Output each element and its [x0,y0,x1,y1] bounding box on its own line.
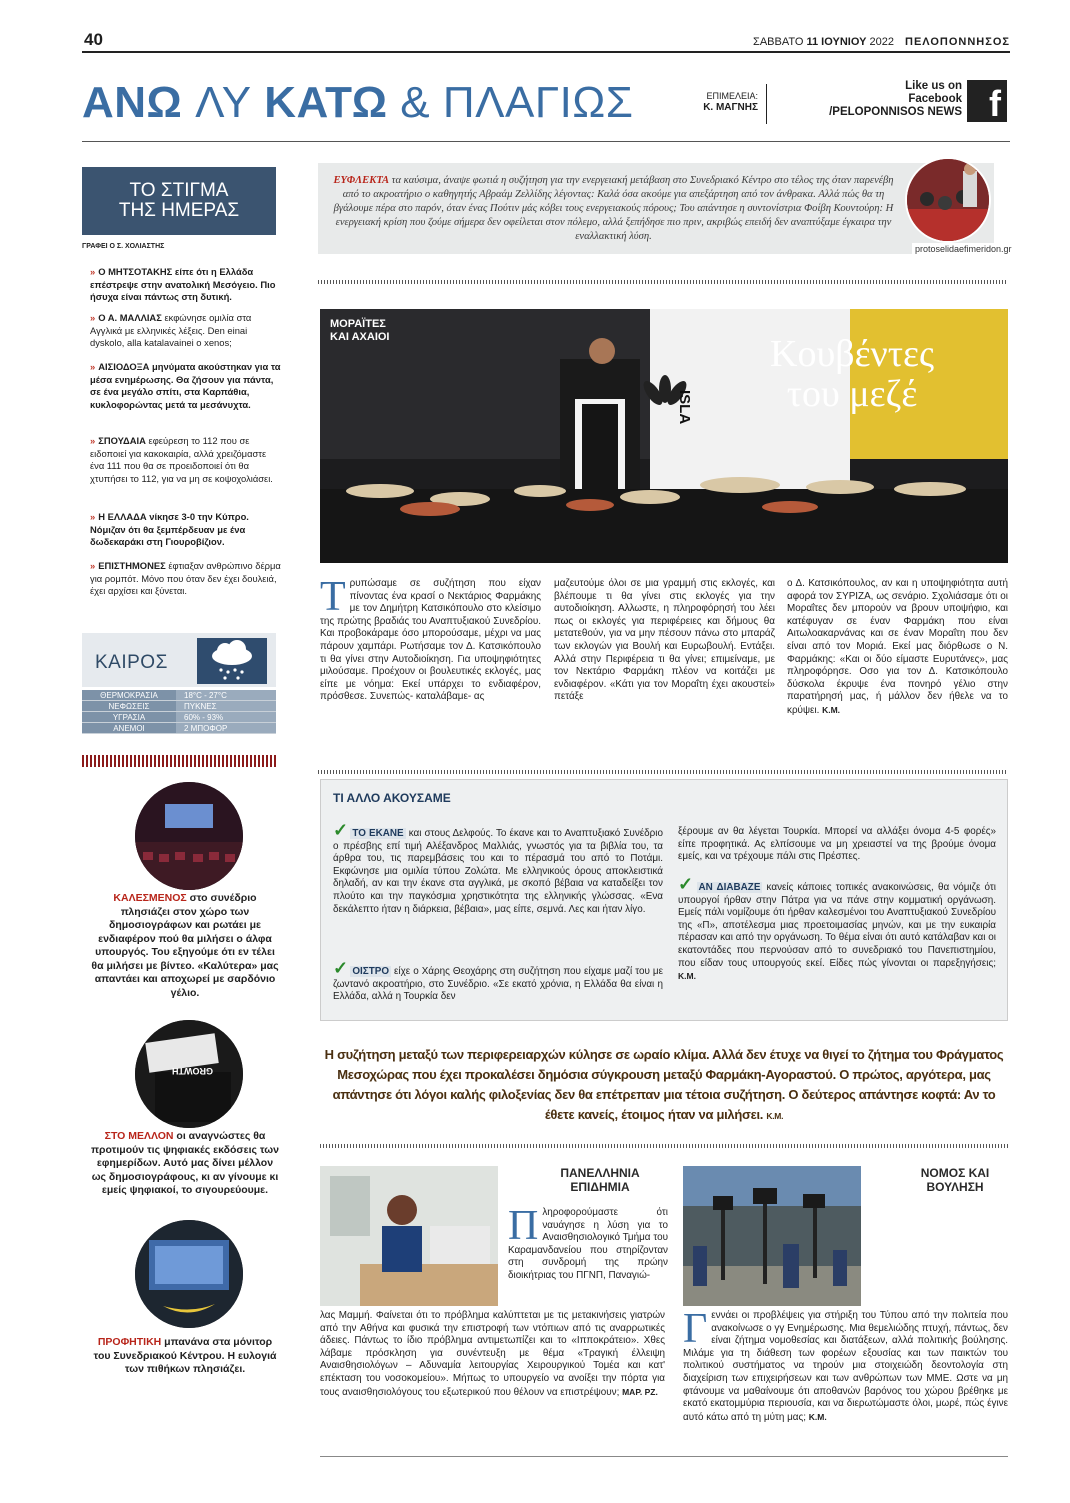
newspaper-name: ΠΕΛΟΠΟΝΝΗΣΟΣ [905,36,1010,48]
facebook-promo[interactable] [822,80,962,119]
law-heading: ΝΟΜΟΣ ΚΑΙ ΒΟΥΛΗΣΗ [920,1166,990,1194]
caption-banana: ΠΡΟΦΗΤΙΚΗ μπανάνα στα μόνιτορ του Συνεδριακού Κέντρου. Η ευλογιά των πιθήκων πλησιάζει. [93,1336,277,1375]
growth-booklet-text: GROWTH [172,1066,213,1076]
masthead [82,78,633,128]
feature-headline: Κουβέντες του μεζέ [770,333,935,415]
epidemic-body: λας Μαμμή. Φαίνεται ότι το πρόβλημα καλύπτεται με τις μετακινήσεις γιατρών από την Αθήνα και φυσικά την επιστροφή των ντόπιων από τις αναρρωτικές άδειες. Πάντως το ίδιο πρόβλημα αντιμετωπίζει και το «Ιπποκράτειο». Χθες λάβαμε πρόσκληση για συνέντευξη με θέμα «Τραγική έλλειψη Αναισθησιολόγων – Αδυναμία λειτουργίας Χειρουργικού Τομέα και κατ' επέκταση του νοσοκομείου». Μήπως το υπουργείο να ανοίξει την πόρτα για τους αναισθησιολόγους του εξωτερικού που θέλουν να επιστρέψουν; ΜΑΡ. ΡΖ. [320,1310,665,1398]
epidemic-intro: Πληροφορούμαστε ότι ναυάγησε η λύση για το Αναισθησιολογικό Τμήμα του Καραμανδανείου που στηρίζονταν στη συνδρομή της πρώην διοικήτριας του ΠΓΝΠ, Παναγιώ- [508,1203,668,1281]
footer-rule [320,1456,1008,1457]
weather-title: ΚΑΙΡΟΣ [95,652,168,673]
stigma-title-2: ΤΗΣ ΗΜΕΡΑΣ [118,200,240,221]
audience-speaker-photo [905,157,991,243]
header-rule [82,51,1010,53]
weather-row: ΘΕΡΜΟΚΡΑΣΙΑ 18°C - 27°C [82,690,276,701]
banana-monitor-photo [135,1220,243,1328]
feature-column-1: Τρυπώσαμε σε συζήτηση που είχαν πίνοντας ένα κρασί ο Νεκτάριος Φαρμάκης με τον Δημήτρη Κατσικόπουλο στο κλείσιμο της πρώτης βραδιάς του Αναπτυξιακού Συνεδρίου. Και προβοκάραμε όσο μπορούσαμε, μέχρι να μας πάρουν χαμπάρι. Ρωτήσαμε τον Δ. Κατσικόπουλο τι θα γίνει στην Αυτοδιοίκηση. Για υποψηφιότητες μιλούσαμε. Προέχουν οι βουλευτικές εκλογές, μας είπε με νόημα: Εκεί υπάρχει το ενδιαφέρον, πρόσθεσε. Συνεπώς- καταλάβαμε- ας [320,574,541,703]
fb-line-3: /PELOPONNISOS NEWS [829,106,962,118]
stigma-item: » ΕΠΙΣΤΗΜΟΝΕΣ έφτιαξαν ανθρώπινο δέρμα για ρομπότ. Μόνο που όταν δεν έχει δουλειά, έχει αρχίσει και ξύνεται. [90,560,281,596]
dateline [753,36,1010,48]
efflekta-text: ΕΥΦΛΕΚΤΑ τα καύσιμα, άναψε φωτιά η συζήτηση για την ενεργειακή μετάβαση στο Συνεδριακό Κέντρο στο τέλος της όταν παρενέβη από το ακροατήριο ο καθηγητής Αβραάμ Ζελλίδης λέγοντας: Καλά όσα ακούμε για απεξάρτηση από τον άνθρακα. Αλλά πώς θα τη βγάλουμε πέρα στο παρόν, όταν ένας Πούτιν μάς κόβει τους ενεργειακούς πόρους; Του απάντησε η συντονίστρια Φοίβη Κουντούρη: Η ενεργειακή κρίση που ζούμε σήμερα δεν οφείλεται στον πόλεμο, αλλά ξεπήδησε πιο πριν, ακριβώς επειδή δεν αναπτύξαμε έγκαιρα την εναλλακτική λύση. [333,175,894,242]
dotted-rule [318,770,1008,774]
what-else-item: ✓ ΟΙΣΤΡΟ είχε ο Χάρης Θεοχάρης στη συζήτηση που είχαμε μαζί του με ζωντανό ακροατήριο, στο Συνέδριο. «Σε εκατό χρόνια, η Ελλάδα θα είναι η Ελλάδα, αλλά η Τουρκία δεν [333,958,663,1003]
page-number: 40 [84,30,103,49]
sponsor-logo-text: ISLA [676,390,693,425]
date-year: 2022 [869,36,894,48]
camera-crew-photo [683,1166,861,1306]
editor-name: Κ. ΜΑΓΝΗΣ [703,102,758,113]
stigma-item: » Η ΕΛΛΑΔΑ νίκησε 3-0 την Κύπρο. Νόμιζαν ότι θα ξεμπέρδευαν με ένα δωδεκαράκι στη Γιουροβίζιον. [90,511,249,547]
masthead-part-3: ΚΑΤΩ [264,78,388,127]
masthead-part-2: ΛΥ [195,78,252,127]
facebook-icon[interactable]: f [967,80,1007,122]
date-day: 11 ΙΟΥΝΙΟΥ [806,36,867,48]
stigma-title-1: ΤΟ ΣΤΙΓΜΑ [129,180,229,201]
decorative-rule [82,755,276,767]
stigma-item: » ΑΙΣΙΟΔΟΞΑ μηνύματα ακούστηκαν για τα μέσα ενημέρωσης. Θα ζήσουν για πάντα, σε ένα μεγάλο σπίτι, στα Καρπάθια, κυκλοφορώντας μετά τα μεσάνυχτα. [90,361,281,410]
editor-divider [766,84,767,124]
check-icon: ✓ [333,958,349,978]
stigma-byline: ΓΡΑΦΕΙ Ο Σ. ΧΟΛΙΑΣΤΗΣ [82,243,165,250]
caption-future: ΣΤΟ ΜΕΛΛΟΝ οι αναγνώστες θα προτιμούν τις ψηφιακές εκδόσεις των εφημερίδων. Αυτό μας δίνει μέλλον ως δημοσιογράφους, κι αν γίνουμε κι εμείς ψηφιακοί, το σιγουρεύουμε. [91,1130,279,1196]
stigma-item: » Ο Α. ΜΑΛΛΙΑΣ εκφώνησε ομιλία στα Αγγλικά με ελληνικές λέξεις. Den einai dyskolo, alla katalavainei o xenos; [90,312,252,348]
weather-row: ΥΓΡΑΣΙΑ 60% - 93% [82,712,276,723]
epidemic-heading: ΠΑΝΕΛΛΗΝΙΑ ΕΠΙΔΗΜΙΑ [560,1166,640,1194]
check-icon: ✓ [678,874,695,894]
check-icon: ✓ [333,820,349,840]
feature-kicker: ΜΟΡΑΪΤΕΣ ΚΑΙ ΑΧΑΙΟΙ [330,318,390,343]
weather-table [82,690,276,734]
editor-credit [694,90,758,114]
date-prefix: ΣΑΒΒΑΤΟ [753,36,804,48]
law-body: Γεννάει οι προβλέψεις για στήριξη του Τύπου από την πολιτεία που ανακοίνωσε ο γγ Ενημέρωσης. Μια θεμελιώδης πτυχή, πάντως, δεν είναι ζήτημα νομοθεσίας και διατάξεων, αλλά πολιτικής βούλησης. Μιλάμε για τη διάθεση των φορέων εξουσίας και των παικτών του πολιτικού συστήματος να τηρούν μια στοιχειώδη δεοντολογία στη διαχείριση των επιχειρήσεων και των ανθρώπων των ΜΜΕ. Ωστε να μη φτάνουμε να μαθαίνουμε ότι αποθανών βαρόνος του χώρου βρέθηκε με εκατό εκατομμύρια περιουσία, και να διερωτώμαστε όλοι, μωρέ, πώς έγινε αυτό κάτω από τη μύτη μας; Κ.Μ. [683,1306,1008,1423]
feature-column-3: ο Δ. Κατσικόπουλος, αν και η υποψηφιότητα αυτή αφορά τον ΣΥΡΙΖΑ, ως σενάριο. Σχολιάσαμε ότι οι Μοραΐτες δεν μπορούν να βρουν υποψήφιο, και κατέφυγαν σε έναν Φαρμάκη που είναι Αιτωλοακαρνάνας και σε έναν Μοραΐτη που δεν είναι από τον Μοριά. Εκεί μας διόρθωσε ο Ν. Φαρμάκης: «Και οι δύο είμαστε Ευρυτάνες», μας πληροφόρησε. Οσο για τον Δ. Κατσικόπουλο δύσκολα έκρυψε ένα πονηρό γέλιο στην παρατήρησή μας, ή μάλλον δεν ήθελε να το κρύψει. Κ.Μ. [787,578,1008,716]
stigma-item: » Ο ΜΗΤΣΟΤΑΚΗΣ είπε ότι η Ελλάδα επέστρεψε στην ανατολική Μεσόγειο. Πιο ήσυχα είναι πάντως στη δυτική. [90,266,276,302]
watermark: protoselidaefimeridon.gr [912,243,1015,255]
fb-line-1: Like us on [905,80,962,92]
stigma-box [82,167,276,235]
feature-column-2: μαζευτούμε όλοι σε μια γραμμή στις εκλογές, και βλέπουμε τι θα γίνει στις εκλογές για την αυτοδιοίκηση. Αλλωστε, η πληροφόρησή του λέει πως οι εκλογές για περιφέρειες και δήμους θα μετατεθούν, για να μην πέσουν πάνω στο μπαράζ των εκλογών για Βουλή και Ευρωβουλή. Εντάξει. Αλλά στην Περιφέρεια τι θα γίνει; επιμείναμε, με τον Νεκτάριο Φαρμάκη πλέον να κοιτάζει με ενδιαφέρον. «Κάτι για τον Μοραΐτη έχει ακουστεί» πετάξε [554,578,775,703]
rain-cloud-icon [197,638,267,684]
masthead-part-1: ΑΝΩ [82,78,183,127]
what-else-item-continued: ξέρουμε αν θα λέγεται Τουρκία. Μπορεί να αλλάξει όνομα 4-5 φορές» είπε προφητικά. Ας ελπίσουμε να μη χρειαστεί να της βρούμε όνομα εμείς, και να τρέχουμε πάλι στις Πρέσπες. [678,826,996,863]
editor-label: ΕΠΙΜΕΛΕΙΑ: [706,91,758,101]
fb-line-2: Facebook [908,93,962,105]
doctor-office-photo [320,1166,498,1306]
caption-invited: ΚΑΛΕΣΜΕΝΟΣ στο συνέδριο πλησιάζει στον χώρο των δημοσιογράφων και ρωτάει με ενδιαφέρον πού θα μιλήσει ο άλφα υπουργός. Του εξηγούμε ότι εν τέλει θα μιλήσει με βίντεο. «Καλύτερα» μας απαντάει και αποχωρεί με σαρδόνιο γέλιο. [91,892,279,999]
what-else-title: ΤΙ ΑΛΛΟ ΑΚΟΥΣΑΜΕ [333,791,451,805]
pull-quote: Η συζήτηση μεταξύ των περιφερειαρχών κύλησε σε ωραίο κλίμα. Αλλά δεν έτυχε να θιγεί το ζήτημα του Φράγματος Μεσοχώρας που έχει προκαλέσει δημόσια σύγκρουση μεταξύ Φαρμάκη-Αγοραστού. Ο πρώτος, αργότερα, μας απάντησε ότι λόγοι καλής φιλοξενίας δεν θα επέτρεπαν μια τέτοια συζήτηση. Ο δεύτερος απάντησε κοφτά: Αν το έθετε κανείς, έτοιμος ήταν να μιλήσει. Κ.Μ. [324,1047,1004,1122]
masthead-part-4: & ΠΛΑΓΙΩΣ [400,78,634,127]
what-else-item: ✓ ΑΝ ΔΙΑΒΑΖΕ κανείς κάποιες τοπικές ανακοινώσεις, θα νόμιζε ότι υπουργοί ήρθαν στην Πάτρα για να πάνε στην κομματική οργάνωση. Εμείς πάλι νομίζουμε ότι ήρθαν καλεσμένοι του Αναπτυξιακού Συνεδρίου της «Π», αποτέλεσμα μιας προετοιμασίας μηνών, και με την ευκαιρία πέρασαν και από την οργάνωση. Το θέμα είναι ότι αυτό κατάλαβαν και οι εκατοντάδες που περνούσαν από το συνεδριακό του Πανεπιστημίου, που είδαν τους υπουργούς εκεί. Είδες πώς γίνονται οι παρεξηγήσεις; Κ.Μ. [678,874,996,982]
masthead-rule [82,141,1010,142]
weather-row: ΑΝΕΜΟΙ 2 ΜΠΟΦΟΡ [82,723,276,734]
dotted-rule [318,280,1008,284]
stigma-item: » ΣΠΟΥΔΑΙΑ εφεύρεση το 112 που σε ειδοποιεί για κακοκαιρία, αλλά χρειζόμαστε ένα 111 που θα σε προειδοποιεί ότι θα χτυπήσει το 112, για να μη σε κοψοχολιάσει. [90,435,273,484]
dotted-rule [320,1144,1008,1148]
conference-hall-photo [135,782,243,890]
what-else-item: ✓ ΤΟ ΕΚΑΝΕ και στους Δελφούς. Το έκανε και το Αναπτυξιακό Συνέδριο ο πρέσβης επί τιμή Αλέξανδρος Μαλλιάς, γνωστός για τα βιβλία του, τα άρθρα του, τις παρεμβάσεις του και το πέρασμά του από το Ποτάμι. Εκφώνησε μια ομιλία τύπου Ζολώτα. Με ελληνικούς όρους αποκλειστικά δηλαδή, αν και την έκανε στα αγγλικά, με σκοπό βέβαια να καταδείξει τον πλούτο και την παγκόσμια χρηστικότητα της ελληνικής γλώσσας. «Ενα δεκάλεπτο ήταν η διάρκεια, βέβαια», μας είπε, σεμνά. Λες και ήταν λίγο. [333,820,663,915]
weather-row: ΝΕΦΩΣΕΙΣ ΠΥΚΝΕΣ [82,701,276,712]
